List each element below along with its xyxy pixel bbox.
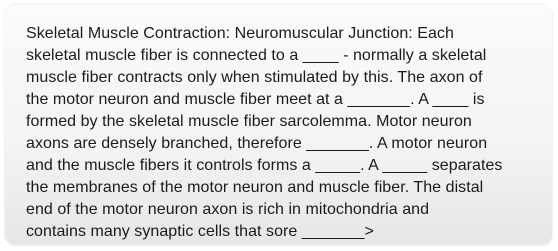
- text-line: and the muscle fibers it controls forms a _____. A _____ separates: [26, 157, 503, 174]
- text-line: contains many synaptic cells that sore _______>: [26, 223, 374, 240]
- text-line: end of the motor neuron axon is rich in mitochondria and: [26, 201, 430, 218]
- text-line: the membranes of the motor neuron and muscle fiber. The distal: [26, 179, 484, 196]
- text-line: Skeletal Muscle Contraction: Neuromuscular Junction: Each: [26, 25, 454, 42]
- flashcard-text: [26, 23, 546, 243]
- flashcard[interactable]: [5, 5, 552, 245]
- text-line: axons are densely branched, therefore _______. A motor neuron: [26, 135, 488, 152]
- text-line: the motor neuron and muscle fiber meet at a _______. A ____ is: [26, 91, 485, 108]
- text-line: skeletal muscle fiber is connected to a ____ - normally a skeletal: [26, 47, 487, 64]
- text-line: formed by the skeletal muscle fiber sarcolemma. Motor neuron: [26, 113, 472, 130]
- text-line: muscle fiber contracts only when stimulated by this. The axon of: [26, 69, 483, 86]
